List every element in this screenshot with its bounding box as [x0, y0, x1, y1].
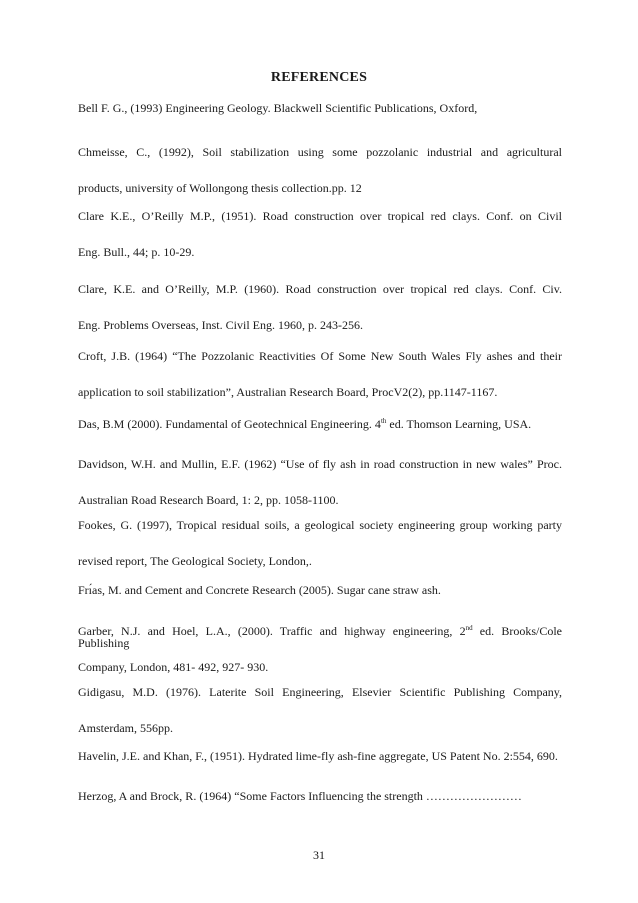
reference-entry	[78, 210, 562, 258]
reference-line: products, university of Wollongong thesis collection.pp. 12	[78, 181, 362, 195]
reference-entry	[78, 418, 562, 430]
reference-entry	[78, 350, 562, 398]
reference-entry	[78, 686, 562, 734]
reference-line	[78, 418, 562, 430]
reference-entry	[78, 519, 562, 567]
reference-line: Herzog, A and Brock, R. (1964) “Some Factors Influencing the strength ……………………	[78, 789, 522, 803]
superscript: th	[380, 417, 387, 425]
reference-entry	[78, 750, 562, 762]
page-title: REFERENCES	[270, 70, 368, 85]
reference-line: Clare K.E., O’Reilly M.P., (1951). Road construction over tropical red clays. Conf. on Civil	[78, 209, 562, 223]
reference-entry	[78, 458, 562, 506]
reference-line: Amsterdam, 556pp.	[78, 721, 173, 735]
reference-line: Clare, K.E. and O’Reilly, M.P. (1960). Road construction over tropical red clays. Conf. Civ.	[78, 282, 562, 296]
reference-text: ed. Brooks/Cole Publishing	[78, 624, 562, 650]
reference-entry	[78, 625, 562, 673]
reference-line: Frı́as, M. and Cement and Concrete Research (2005). Sugar cane straw ash.	[78, 583, 441, 597]
reference-text: ed. Thomson Learning, USA.	[386, 417, 532, 431]
reference-line: Gidigasu, M.D. (1976). Laterite Soil Engineering, Elsevier Scientific Publishing Company,	[78, 685, 562, 699]
reference-line: Bell F. G., (1993) Engineering Geology. Blackwell Scientific Publications, Oxford,	[78, 101, 478, 115]
reference-line: Chmeisse, C., (1992), Soil stabilization using some pozzolanic industrial and agricultural	[78, 145, 562, 159]
superscript: nd	[465, 624, 473, 632]
reference-line: revised report, The Geological Society, London,.	[78, 554, 312, 568]
reference-line: Eng. Problems Overseas, Inst. Civil Eng. 1960, p. 243-256.	[78, 318, 363, 332]
reference-text: Garber, N.J. and Hoel, L.A., (2000). Traffic and highway engineering, 2	[78, 624, 466, 638]
reference-line: Eng. Bull., 44; p. 10-29.	[78, 245, 195, 259]
reference-line	[78, 624, 562, 650]
reference-line: Australian Road Research Board, 1: 2, pp. 1058-1100.	[78, 493, 339, 507]
reference-entry	[78, 102, 562, 114]
reference-line: Davidson, W.H. and Mullin, E.F. (1962) “Use of fly ash in road construction in new wales” Proc.	[78, 457, 562, 471]
reference-entry	[78, 584, 562, 596]
reference-entry	[78, 283, 562, 331]
reference-line: Fookes, G. (1997), Tropical residual soils, a geological society engineering group working party	[78, 518, 562, 532]
page-number: 31	[313, 848, 325, 862]
reference-line: application to soil stabilization”, Australian Research Board, ProcV2(2), pp.1147-1167.	[78, 385, 498, 399]
reference-text: Das, B.M (2000). Fundamental of Geotechnical Engineering. 4	[78, 417, 381, 431]
reference-entry	[78, 146, 562, 194]
reference-line: Havelin, J.E. and Khan, F., (1951). Hydrated lime-fly ash-fine aggregate, US Patent No. 2:554, 690.	[78, 749, 558, 763]
reference-line: Company, London, 481- 492, 927- 930.	[78, 660, 269, 674]
reference-line: Croft, J.B. (1964) “The Pozzolanic Reactivities Of Some New South Wales Fly ashes and their	[78, 349, 562, 363]
reference-entry	[78, 790, 562, 802]
